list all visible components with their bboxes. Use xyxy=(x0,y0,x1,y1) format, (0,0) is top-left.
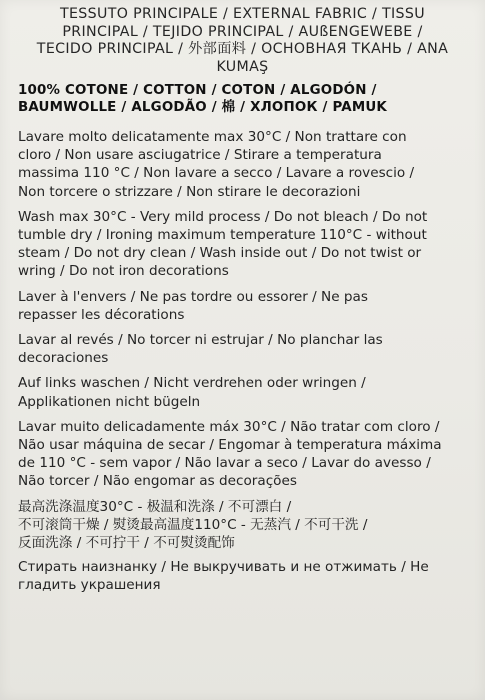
care-line: Non torcere o strizzare / Non stirare le decorazioni xyxy=(18,183,361,200)
care-english xyxy=(18,208,467,281)
care-spanish xyxy=(18,331,467,367)
heading-line: TECIDO PRINCIPAL / 外部面料 / ОСНОВНАЯ ТКАНЬ / ANA xyxy=(36,41,449,57)
care-line: massima 110 °C / Non lavare a secco / Lavare a rovescio / xyxy=(18,165,415,182)
care-line: Lavare molto delicatamente max 30°C / Non trattare con xyxy=(18,129,407,145)
care-line: Laver à l'envers / Ne pas tordre ou essorer / Ne pas xyxy=(18,288,368,305)
care-line: de 110 °C - sem vapor / Não lavar a seco / Lavar do avesso / xyxy=(18,455,431,472)
care-line: Não torcer / Não engomar as decorações xyxy=(18,473,297,490)
care-line: tumble dry / Ironing maximum temperature 110°C - without xyxy=(18,227,427,244)
composition-line: BAUMWOLLE / ALGODÃO / 棉 / ХЛОПОК / PAMUK xyxy=(18,100,387,115)
care-line: 最高洗涤温度30°C - 极温和洗涤 / 不可漂白 / xyxy=(18,498,292,515)
care-line: Lavar al revés / No torcer ni estrujar / No planchar las xyxy=(18,332,383,349)
care-russian xyxy=(18,558,467,594)
care-line: Auf links waschen / Nicht verdrehen oder wringen / xyxy=(18,375,366,392)
care-line: Стирать наизнанку / Не выкручивать и не отжимать / Не xyxy=(18,559,429,576)
care-line: гладить украшения xyxy=(18,577,161,594)
care-line: decoraciones xyxy=(18,350,109,367)
main-fabric-heading xyxy=(18,6,467,76)
heading-line: TESSUTO PRINCIPALE / EXTERNAL FABRIC / TISSU xyxy=(59,6,426,22)
care-line: Lavar muito delicadamente máx 30°C / Não tratar com cloro / xyxy=(18,418,440,435)
care-line: Applikationen nicht bügeln xyxy=(18,393,201,410)
fiber-composition xyxy=(18,82,467,116)
care-line: steam / Do not dry clean / Wash inside out / Do not twist or xyxy=(18,245,422,262)
care-italian xyxy=(18,128,467,201)
care-line: cloro / Non usare asciugatrice / Stirare a temperatura xyxy=(18,147,382,164)
composition-line: 100% COTONE / COTTON / COTON / ALGODÓN / xyxy=(18,83,377,98)
care-portuguese xyxy=(18,418,467,491)
care-line: 不可滚筒干燥 / 熨烫最高温度110°C - 无蒸汽 / 不可干洗 / xyxy=(18,516,368,533)
care-line: repasser les décorations xyxy=(18,306,185,323)
heading-line: KUMAŞ xyxy=(216,58,269,75)
care-line: 反面洗涤 / 不可拧干 / 不可熨烫配饰 xyxy=(18,535,235,552)
care-german xyxy=(18,374,467,410)
care-chinese xyxy=(18,498,467,553)
care-line: Wash max 30°C - Very mild process / Do not bleach / Do not xyxy=(18,208,428,225)
heading-line: PRINCIPAL / TEJIDO PRINCIPAL / AUßENGEWEBE / xyxy=(62,23,423,40)
care-line: wring / Do not iron decorations xyxy=(18,263,229,280)
care-french xyxy=(18,288,467,324)
care-line: Não usar máquina de secar / Engomar à temperatura máxima xyxy=(18,437,442,454)
